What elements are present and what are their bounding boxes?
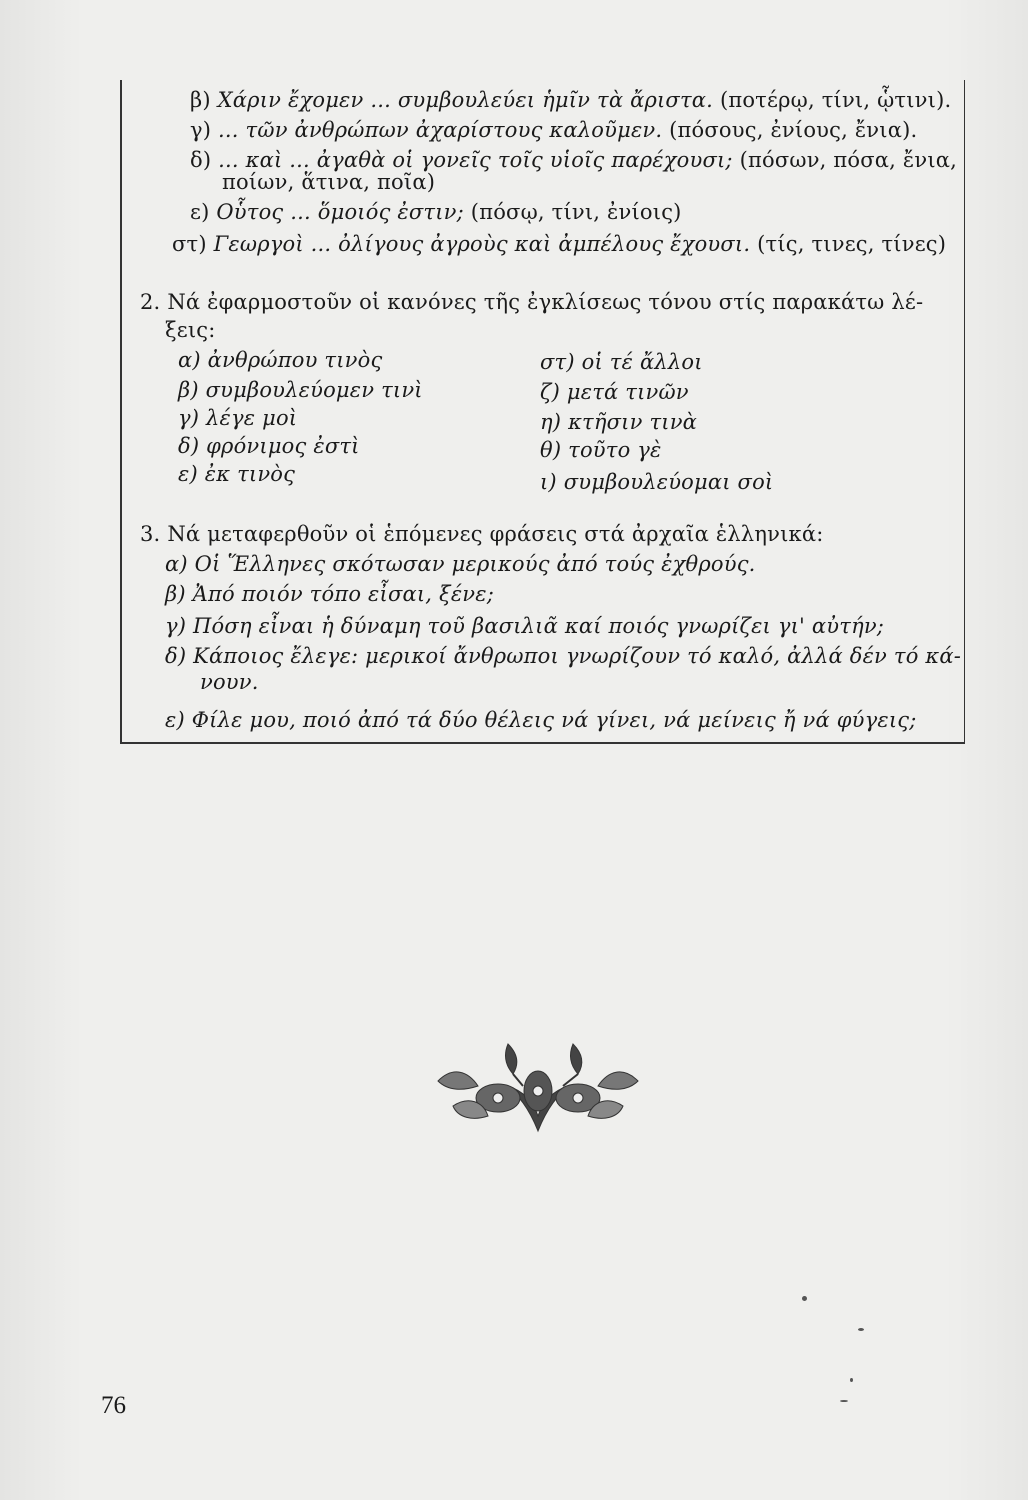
ex2-item-iota: [540, 470, 773, 494]
item-text: Γεωργοὶ ... ὀλίγους ἀγροὺς καὶ ἀμπέλους ἔχουσι.: [213, 232, 751, 256]
ex2-item-stigma: [540, 350, 703, 374]
item-label: η): [540, 410, 562, 434]
item-label: δ): [190, 148, 212, 172]
item-label: ζ): [540, 380, 560, 404]
scan-speck: [802, 1296, 807, 1301]
item-text: συμβουλεύομαι σοὶ: [563, 470, 774, 494]
exercise-number: 3.: [140, 522, 161, 546]
item-text: Χάριν ἔχομεν ... συμβουλεύει ἡμῖν τὰ ἄριστα.: [217, 88, 714, 112]
item-label: β): [190, 88, 211, 112]
item-text: ἐκ τινὸς: [204, 462, 296, 486]
ex2-item-zeta: [540, 380, 689, 404]
item-text: συμβουλεύομεν τινὶ: [205, 378, 423, 402]
item-text: φρόνιμος ἐστὶ: [206, 434, 360, 458]
item-text: Πόση εἶναι ἡ δύναμη τοῦ βασιλιᾶ καί ποιός γνωρίζει γι' αὐτήν;: [193, 614, 885, 638]
ex2-item-gamma: [178, 406, 297, 430]
ex1-item-epsilon: [190, 200, 682, 224]
item-text-cont: νουν.: [200, 670, 259, 694]
item-options: (πόσῳ, τίνι, ἐνίοις): [470, 200, 682, 224]
scan-speck: [850, 1378, 853, 1382]
item-label: ι): [540, 470, 557, 494]
ex3-item-gamma: [165, 614, 884, 638]
floral-ornament-icon: [428, 1036, 648, 1136]
item-label: δ): [165, 644, 187, 668]
item-label: β): [165, 582, 186, 606]
item-label: γ): [190, 118, 212, 142]
item-label: γ): [165, 614, 187, 638]
exercise-instruction: Νά μεταφερθοῦν οἱ ἑπόμενες φράσεις στά ἀρχαῖα ἑλληνικά:: [167, 522, 824, 546]
scan-speck: [840, 1400, 848, 1402]
item-options: (πόσων, πόσα, ἔνια,: [739, 148, 958, 172]
item-label: ε): [165, 708, 185, 732]
ex1-item-stigma: [172, 232, 946, 256]
item-label: α): [178, 348, 201, 372]
ex2-item-eta: [540, 410, 697, 434]
item-text: Οὗτος ... ὅμοιός ἐστιν;: [216, 200, 464, 224]
exercise-instruction: Νά ἐφαρμοστοῦν οἱ κανόνες τῆς ἐγκλίσεως τόνου στίς παρακάτω λέ-: [167, 290, 924, 314]
ex2-instruction-cont: [165, 318, 216, 342]
item-label: α): [165, 552, 188, 576]
ex1-item-delta-cont: [222, 170, 435, 194]
item-text: Κάποιος ἔλεγε: μερικοί ἄνθρωποι γνωρίζουν τό καλό, ἀλλά δέν τό κά-: [193, 644, 962, 668]
exercise-instruction-cont: ξεις:: [165, 318, 216, 342]
ex3-item-epsilon: [165, 708, 916, 732]
ex3-item-alpha: [165, 552, 756, 576]
ex2-item-alpha: [178, 348, 382, 372]
item-text: ... καὶ ... ἀγαθὰ οἱ γονεῖς τοῖς υἱοῖς παρέχουσι;: [218, 148, 733, 172]
item-label: ε): [178, 462, 198, 486]
item-options: (ποτέρῳ, τίνι, ᾧτινι).: [719, 88, 952, 112]
item-label: ε): [190, 200, 210, 224]
ex1-item-beta: [190, 88, 951, 112]
ex2-item-delta: [178, 434, 360, 458]
scan-speck: [858, 1328, 864, 1331]
item-text: οἱ τέ ἄλλοι: [581, 350, 703, 374]
ex2-item-theta: [540, 438, 662, 462]
item-options-cont: ποίων, ἅτινα, ποῖα): [222, 170, 436, 194]
item-options: (τίς, τινες, τίνες): [757, 232, 947, 256]
item-text: ἀνθρώπου τινὸς: [207, 348, 383, 372]
ex3-item-delta: [165, 644, 961, 668]
item-text: Οἱ Ἕλληνες σκότωσαν μερικούς ἀπό τούς ἐχθρούς.: [194, 552, 756, 576]
ex2-item-beta: [178, 378, 423, 402]
item-label: γ): [178, 406, 200, 430]
ex2-instruction: [140, 290, 923, 314]
item-text: ... τῶν ἀνθρώπων ἀχαρίστους καλοῦμεν.: [218, 118, 663, 142]
ex1-item-delta: [190, 148, 957, 172]
item-text: τοῦτο γὲ: [568, 438, 662, 462]
item-label: στ): [540, 350, 575, 374]
item-text: κτῆσιν τινὰ: [568, 410, 698, 434]
exercise-number: 2.: [140, 290, 161, 314]
item-label: β): [178, 378, 199, 402]
item-text: μετά τινῶν: [566, 380, 689, 404]
item-text: Φίλε μου, ποιό ἀπό τά δύο θέλεις νά γίνει, νά μείνεις ἤ νά φύγεις;: [191, 708, 917, 732]
item-text: λέγε μοὶ: [206, 406, 298, 430]
page-number: 76: [101, 1392, 126, 1419]
item-options: (πόσους, ἐνίους, ἔνια).: [669, 118, 918, 142]
ex3-item-beta: [165, 582, 494, 606]
ex2-item-epsilon: [178, 462, 295, 486]
item-label: θ): [540, 438, 562, 462]
item-label: δ): [178, 434, 200, 458]
ex3-instruction: [140, 522, 823, 546]
ex1-item-gamma: [190, 118, 917, 142]
item-label: στ): [172, 232, 207, 256]
item-text: Ἀπό ποιόν τόπο εἶσαι, ξένε;: [192, 582, 495, 606]
ex3-item-delta-cont: [200, 670, 259, 694]
